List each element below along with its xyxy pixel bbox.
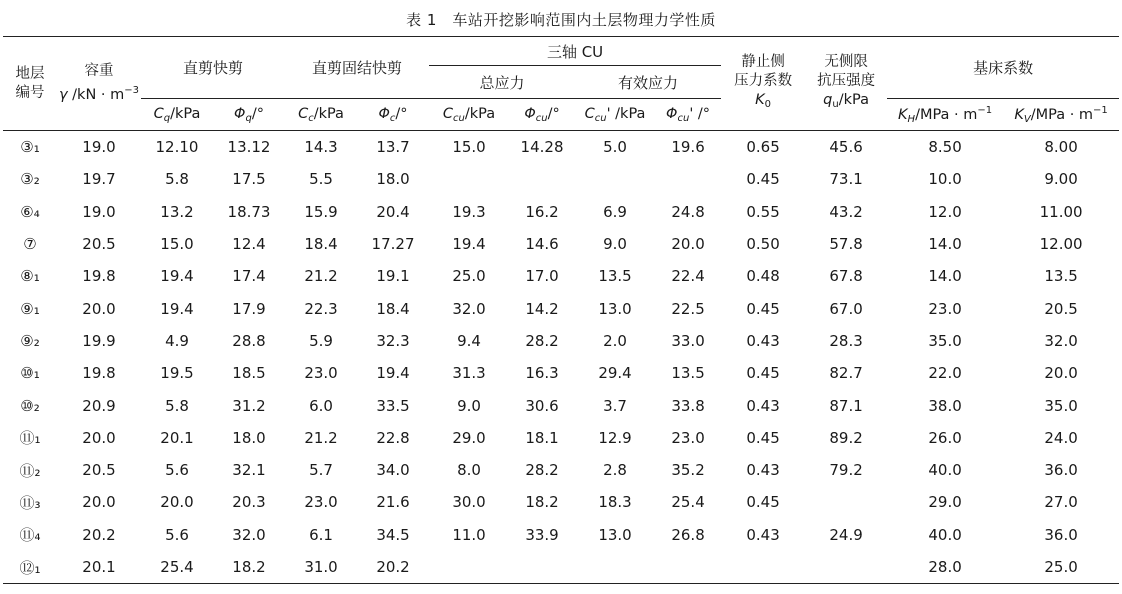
table-row bbox=[3, 131, 1119, 164]
header-unit-weight: 容重 γ $/kN \cdot m^{-3}$ bbox=[58, 63, 140, 103]
cell-ccu: 29.0 bbox=[452, 428, 486, 447]
cell-ccu bbox=[429, 551, 509, 584]
cell-unit-weight: 20.5 bbox=[82, 461, 116, 480]
cell-unit-weight: 20.0 bbox=[82, 428, 116, 447]
cell-layer-id: ③₁ bbox=[20, 138, 40, 157]
header-subgrade-coefficient: 基床系数 bbox=[973, 59, 1034, 77]
cell-phicu bbox=[509, 551, 575, 584]
cell-phicu-effective: 19.6 bbox=[671, 138, 705, 157]
cell-ccu: 9.4 bbox=[457, 331, 481, 350]
soil-properties-table bbox=[3, 36, 1119, 584]
cell-ccu-effective bbox=[575, 551, 655, 584]
cell-k0: 0.43 bbox=[746, 331, 780, 350]
cell-ccu bbox=[429, 163, 509, 195]
cell-layer-id: ⑪₁ bbox=[19, 429, 41, 448]
cell-cq: 15.0 bbox=[160, 235, 194, 254]
cell-k0: 0.45 bbox=[746, 493, 780, 512]
header-direct-quick-shear: 直剪快剪 bbox=[183, 59, 244, 77]
cell-kv: 20.0 bbox=[1044, 364, 1078, 383]
cell-ccu-effective: 9.0 bbox=[603, 235, 627, 254]
header-total-stress: 总应力 bbox=[429, 66, 575, 99]
cell-cc: 21.2 bbox=[304, 267, 338, 286]
cell-cq: 20.0 bbox=[160, 493, 194, 512]
header-unconfined-strength: 无侧限 抗压强度 $q_u$/kPa bbox=[817, 54, 876, 110]
cell-kh: 14.0 bbox=[928, 267, 962, 286]
cell-k0: 0.45 bbox=[746, 428, 780, 447]
cell-phicu: 18.2 bbox=[525, 493, 559, 512]
cell-phicu: 30.6 bbox=[525, 396, 559, 415]
cell-phiq: 18.5 bbox=[232, 364, 266, 383]
header-k0: 静止侧 压力系数 $K_0$ bbox=[734, 54, 793, 110]
cell-qu: 28.3 bbox=[829, 331, 863, 350]
cell-phicu: 33.9 bbox=[525, 525, 559, 544]
cell-cc: 31.0 bbox=[285, 551, 357, 584]
cell-cc: 18.4 bbox=[304, 235, 338, 254]
cell-cc: 5.5 bbox=[309, 170, 333, 189]
cell-ccu: 31.3 bbox=[452, 364, 486, 383]
header-kv: $K_V$/MPa · $m^{-1}$ bbox=[1003, 99, 1119, 131]
cell-phicu bbox=[509, 163, 575, 195]
cell-qu bbox=[805, 486, 887, 518]
cell-phiq: 17.4 bbox=[232, 267, 266, 286]
cell-kh: 14.0 bbox=[928, 235, 962, 254]
cell-qu: 57.8 bbox=[829, 235, 863, 254]
cell-k0: 0.45 bbox=[746, 364, 780, 383]
cell-phicu: 14.6 bbox=[525, 235, 559, 254]
cell-kv: 36.0 bbox=[1044, 461, 1078, 480]
cell-kh: 40.0 bbox=[928, 461, 962, 480]
cell-kv: 36.0 bbox=[1044, 525, 1078, 544]
cell-phicu-effective bbox=[655, 551, 721, 584]
cell-unit-weight: 20.0 bbox=[82, 299, 116, 318]
cell-qu: 73.1 bbox=[829, 170, 863, 189]
cell-kh: 8.50 bbox=[928, 138, 962, 157]
cell-k0: 0.55 bbox=[746, 202, 780, 221]
cell-phicu: 28.2 bbox=[525, 331, 559, 350]
cell-phic: 34.5 bbox=[376, 525, 410, 544]
cell-cq: 12.10 bbox=[155, 138, 199, 157]
cell-kv: 32.0 bbox=[1044, 331, 1078, 350]
cell-phicu-effective: 33.8 bbox=[671, 396, 705, 415]
cell-cq: 19.4 bbox=[160, 267, 194, 286]
table-row bbox=[3, 163, 1119, 195]
cell-phiq: 32.1 bbox=[232, 461, 266, 480]
cell-qu: 79.2 bbox=[829, 461, 863, 480]
table-row bbox=[3, 389, 1119, 421]
cell-phic: 33.5 bbox=[376, 396, 410, 415]
cell-kv: 20.5 bbox=[1044, 299, 1078, 318]
cell-cc: 21.2 bbox=[304, 428, 338, 447]
cell-cc: 6.0 bbox=[309, 396, 333, 415]
cell-cc: 5.9 bbox=[309, 331, 333, 350]
table-caption: 表 1 车站开挖影响范围内土层物理力学性质 bbox=[406, 11, 716, 29]
cell-kh: 40.0 bbox=[928, 525, 962, 544]
cell-phiq: 17.9 bbox=[232, 299, 266, 318]
cell-phicu-effective: 22.4 bbox=[671, 267, 705, 286]
cell-k0: 0.50 bbox=[746, 235, 780, 254]
table-row bbox=[3, 196, 1119, 228]
cell-phicu-effective: 22.5 bbox=[671, 299, 705, 318]
cell-phicu: 14.28 bbox=[520, 138, 564, 157]
cell-k0: 0.45 bbox=[746, 170, 780, 189]
cell-ccu-effective: 13.0 bbox=[598, 299, 632, 318]
cell-k0 bbox=[721, 551, 805, 584]
cell-ccu: 30.0 bbox=[452, 493, 486, 512]
cell-ccu-effective: 13.0 bbox=[598, 525, 632, 544]
cell-phicu-effective: 24.8 bbox=[671, 202, 705, 221]
cell-cc: 6.1 bbox=[309, 525, 333, 544]
cell-phicu: 17.0 bbox=[525, 267, 559, 286]
cell-cc: 14.3 bbox=[304, 138, 338, 157]
cell-ccu: 8.0 bbox=[457, 461, 481, 480]
cell-qu: 89.2 bbox=[829, 428, 863, 447]
cell-layer-id: ⑧₁ bbox=[20, 267, 40, 286]
table-row bbox=[3, 551, 1119, 584]
cell-k0: 0.45 bbox=[746, 299, 780, 318]
cell-phiq: 12.4 bbox=[232, 235, 266, 254]
cell-layer-id: ⑩₂ bbox=[20, 396, 40, 415]
cell-layer-id: ⑩₁ bbox=[20, 364, 40, 383]
table-row bbox=[3, 519, 1119, 551]
cell-unit-weight: 19.9 bbox=[82, 331, 116, 350]
cell-layer-id: ⑪₃ bbox=[19, 493, 41, 512]
cell-ccu: 15.0 bbox=[452, 138, 486, 157]
cell-phicu-effective: 23.0 bbox=[671, 428, 705, 447]
cell-ccu-effective: 2.0 bbox=[603, 331, 627, 350]
cell-kv: 35.0 bbox=[1044, 396, 1078, 415]
cell-phic: 32.3 bbox=[376, 331, 410, 350]
cell-phic: 19.1 bbox=[376, 267, 410, 286]
cell-ccu: 19.3 bbox=[452, 202, 486, 221]
cell-phic: 13.7 bbox=[376, 138, 410, 157]
table-row bbox=[3, 422, 1119, 454]
cell-cq: 5.8 bbox=[165, 396, 189, 415]
cell-qu bbox=[805, 551, 887, 584]
cell-qu: 87.1 bbox=[829, 396, 863, 415]
cell-layer-id: ⑨₂ bbox=[20, 331, 40, 350]
cell-qu: 67.8 bbox=[829, 267, 863, 286]
table-row bbox=[3, 228, 1119, 260]
cell-phiq: 18.73 bbox=[227, 202, 271, 221]
cell-phicu: 28.2 bbox=[525, 461, 559, 480]
cell-ccu-effective: 18.3 bbox=[598, 493, 632, 512]
cell-cq: 5.6 bbox=[165, 525, 189, 544]
cell-phic: 18.0 bbox=[376, 170, 410, 189]
cell-phicu: 16.3 bbox=[525, 364, 559, 383]
cell-unit-weight: 20.5 bbox=[82, 235, 116, 254]
cell-cq: 20.1 bbox=[160, 428, 194, 447]
cell-k0: 0.43 bbox=[746, 461, 780, 480]
cell-ccu-effective: 6.9 bbox=[603, 202, 627, 221]
cell-phic: 21.6 bbox=[376, 493, 410, 512]
cell-phiq: 31.2 bbox=[232, 396, 266, 415]
cell-unit-weight: 19.0 bbox=[82, 138, 116, 157]
cell-ccu: 9.0 bbox=[457, 396, 481, 415]
table-row bbox=[3, 292, 1119, 324]
cell-phicu: 16.2 bbox=[525, 202, 559, 221]
header-phicu: $\Phi_{cu}/^\circ$ bbox=[524, 105, 560, 124]
cell-qu: 43.2 bbox=[829, 202, 863, 221]
cell-unit-weight: 19.8 bbox=[82, 267, 116, 286]
cell-ccu-effective: 29.4 bbox=[598, 364, 632, 383]
cell-phic: 20.4 bbox=[376, 202, 410, 221]
table-row bbox=[3, 260, 1119, 292]
cell-unit-weight: 20.1 bbox=[57, 551, 141, 584]
header-direct-consolidated-shear: 直剪固结快剪 bbox=[312, 59, 403, 77]
cell-cq: 13.2 bbox=[160, 202, 194, 221]
cell-phic: 20.2 bbox=[357, 551, 429, 584]
table-row bbox=[3, 325, 1119, 357]
cell-phicu: 18.1 bbox=[525, 428, 559, 447]
cell-qu: 24.9 bbox=[829, 525, 863, 544]
cell-kh: 23.0 bbox=[928, 299, 962, 318]
cell-kh: 28.0 bbox=[887, 551, 1003, 584]
table-row bbox=[3, 357, 1119, 389]
cell-phicu-effective: 20.0 bbox=[671, 235, 705, 254]
cell-kv: 8.00 bbox=[1044, 138, 1078, 157]
cell-kv: 11.00 bbox=[1039, 202, 1083, 221]
cell-kv: 27.0 bbox=[1044, 493, 1078, 512]
cell-ccu-effective bbox=[575, 163, 655, 195]
cell-kh: 35.0 bbox=[928, 331, 962, 350]
cell-k0: 0.48 bbox=[746, 267, 780, 286]
header-layer-id: 地层 编号 bbox=[15, 65, 45, 101]
cell-unit-weight: 20.2 bbox=[82, 525, 116, 544]
cell-unit-weight: 19.8 bbox=[82, 364, 116, 383]
cell-kv: 25.0 bbox=[1003, 551, 1119, 584]
cell-kv: 9.00 bbox=[1044, 170, 1078, 189]
header-effective-stress: 有效应力 bbox=[575, 66, 721, 99]
cell-phic: 22.8 bbox=[376, 428, 410, 447]
cell-ccu-effective: 3.7 bbox=[603, 396, 627, 415]
cell-cq: 25.4 bbox=[141, 551, 213, 584]
cell-ccu-effective: 12.9 bbox=[598, 428, 632, 447]
cell-cc: 23.0 bbox=[304, 364, 338, 383]
cell-cq: 19.5 bbox=[160, 364, 194, 383]
cell-phiq: 20.3 bbox=[232, 493, 266, 512]
table-body bbox=[3, 131, 1119, 584]
cell-ccu: 25.0 bbox=[452, 267, 486, 286]
cell-phicu-effective bbox=[655, 163, 721, 195]
header-phiq: $\Phi_q/^\circ$ bbox=[213, 99, 285, 131]
cell-kv: 24.0 bbox=[1044, 428, 1078, 447]
cell-phic: 34.0 bbox=[376, 461, 410, 480]
cell-cc: 22.3 bbox=[304, 299, 338, 318]
cell-cq: 5.6 bbox=[165, 461, 189, 480]
cell-qu: 45.6 bbox=[829, 138, 863, 157]
cell-layer-id: ⑪₄ bbox=[19, 526, 41, 545]
cell-kv: 12.00 bbox=[1039, 235, 1083, 254]
cell-ccu-effective: 5.0 bbox=[603, 138, 627, 157]
cell-qu: 67.0 bbox=[829, 299, 863, 318]
table-header bbox=[3, 37, 1119, 131]
cell-layer-id: ⑪₂ bbox=[19, 461, 41, 480]
cell-k0: 0.65 bbox=[746, 138, 780, 157]
header-cc: $C_c$/kPa bbox=[285, 99, 357, 131]
cell-cc: 5.7 bbox=[309, 461, 333, 480]
header-ccu: $C_{cu}$/kPa bbox=[442, 105, 496, 124]
cell-unit-weight: 19.0 bbox=[82, 202, 116, 221]
cell-phiq: 32.0 bbox=[232, 525, 266, 544]
cell-kh: 38.0 bbox=[928, 396, 962, 415]
cell-phicu-effective: 25.4 bbox=[671, 493, 705, 512]
cell-phicu-effective: 33.0 bbox=[671, 331, 705, 350]
header-ccu-effective: $C_{cu}'$ /kPa bbox=[584, 105, 646, 124]
unit-weight-unit: γ $/kN \cdot m^{-3}$ bbox=[58, 85, 140, 103]
cell-kh: 29.0 bbox=[928, 493, 962, 512]
cell-phiq: 18.2 bbox=[213, 551, 285, 584]
cell-layer-id: ⑫₁ bbox=[3, 551, 57, 584]
cell-layer-id: ⑦ bbox=[23, 235, 37, 254]
cell-ccu: 32.0 bbox=[452, 299, 486, 318]
header-cq: $C_q$/kPa bbox=[141, 99, 213, 131]
cell-unit-weight: 20.9 bbox=[82, 396, 116, 415]
cell-ccu: 11.0 bbox=[452, 525, 486, 544]
cell-k0: 0.43 bbox=[746, 396, 780, 415]
cell-phiq: 13.12 bbox=[227, 138, 271, 157]
cell-phic: 18.4 bbox=[376, 299, 410, 318]
header-phic: $\Phi_c/^\circ$ bbox=[357, 99, 429, 131]
cell-phic: 19.4 bbox=[376, 364, 410, 383]
cell-k0: 0.43 bbox=[746, 525, 780, 544]
table-row bbox=[3, 454, 1119, 486]
cell-cq: 5.8 bbox=[165, 170, 189, 189]
cell-kv: 13.5 bbox=[1044, 267, 1078, 286]
cell-cq: 19.4 bbox=[160, 299, 194, 318]
cell-cq: 4.9 bbox=[165, 331, 189, 350]
cell-phic: 17.27 bbox=[371, 235, 415, 254]
header-phicu-effective: $\Phi_{cu}'$ /° bbox=[666, 105, 711, 124]
cell-kh: 10.0 bbox=[928, 170, 962, 189]
header-triaxial-cu: 三轴 CU bbox=[429, 37, 721, 66]
cell-phiq: 28.8 bbox=[232, 331, 266, 350]
cell-layer-id: ⑥₄ bbox=[20, 202, 40, 221]
cell-qu: 82.7 bbox=[829, 364, 863, 383]
cell-layer-id: ⑨₁ bbox=[20, 299, 40, 318]
table-row bbox=[3, 486, 1119, 518]
cell-unit-weight: 20.0 bbox=[82, 493, 116, 512]
header-kh: $K_H$/MPa · $m^{-1}$ bbox=[887, 99, 1003, 131]
cell-phicu-effective: 13.5 bbox=[671, 364, 705, 383]
cell-ccu-effective: 13.5 bbox=[598, 267, 632, 286]
cell-layer-id: ③₂ bbox=[20, 170, 40, 189]
cell-kh: 12.0 bbox=[928, 202, 962, 221]
cell-kh: 22.0 bbox=[928, 364, 962, 383]
cell-ccu-effective: 2.8 bbox=[603, 461, 627, 480]
cell-ccu: 19.4 bbox=[452, 235, 486, 254]
cell-cc: 23.0 bbox=[304, 493, 338, 512]
cell-phicu-effective: 26.8 bbox=[671, 525, 705, 544]
cell-cc: 15.9 bbox=[304, 202, 338, 221]
cell-unit-weight: 19.7 bbox=[82, 170, 116, 189]
cell-phicu-effective: 35.2 bbox=[671, 461, 705, 480]
cell-phiq: 17.5 bbox=[232, 170, 266, 189]
cell-kh: 26.0 bbox=[928, 428, 962, 447]
cell-phicu: 14.2 bbox=[525, 299, 559, 318]
cell-phiq: 18.0 bbox=[232, 428, 266, 447]
